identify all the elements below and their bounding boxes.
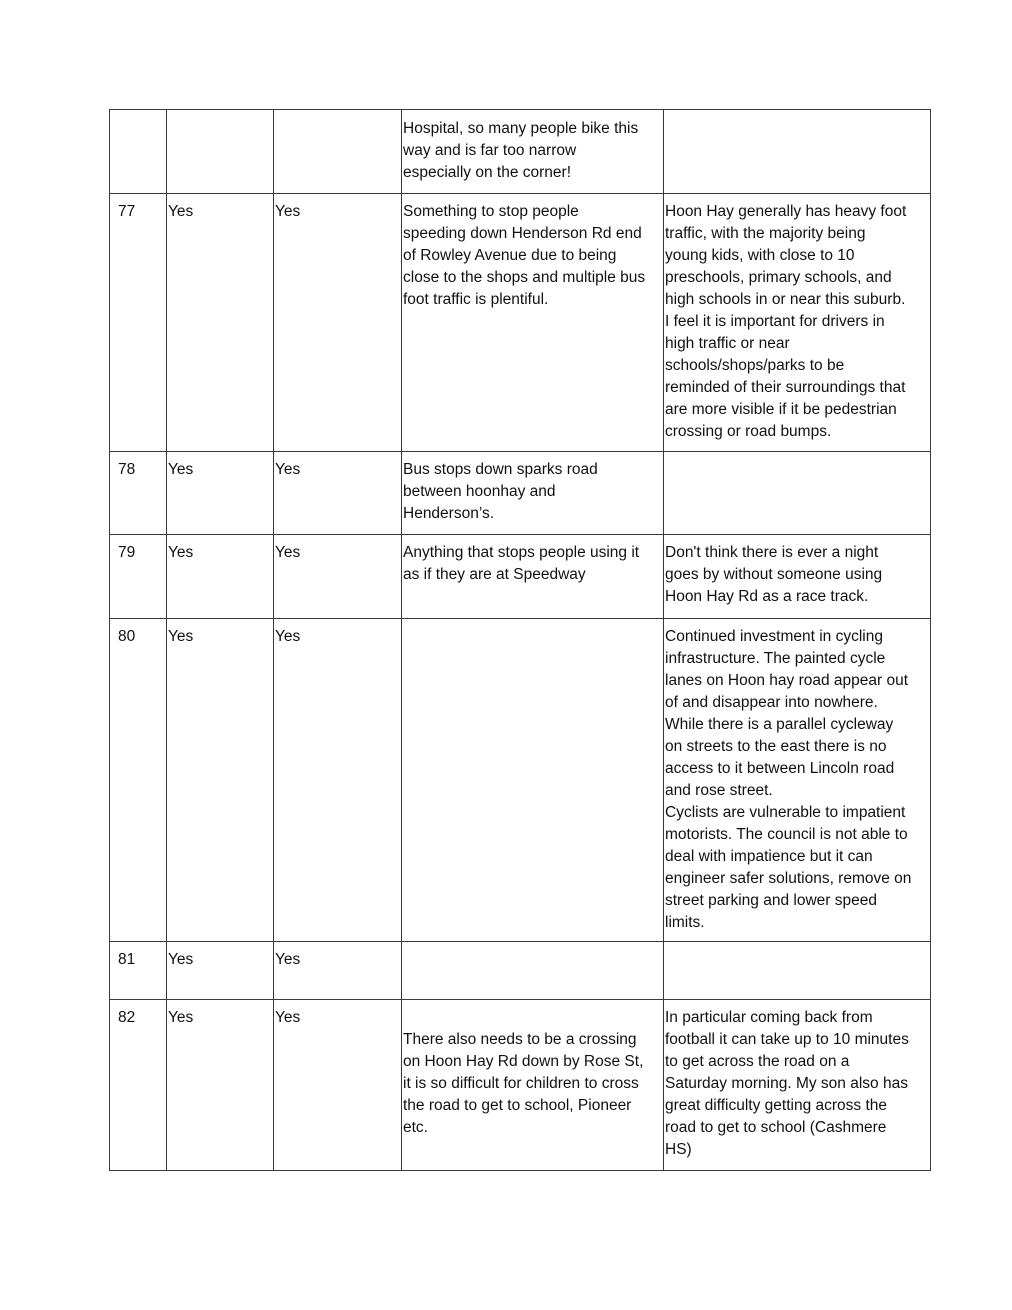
comment-cell: [664, 452, 931, 535]
table-row: [110, 452, 931, 535]
suggestion-cell: Anything that stops people using it as if they are at Speedway: [402, 535, 664, 619]
responses-table: [109, 109, 931, 1171]
suggestion-cell: [402, 942, 664, 1000]
table-row: [110, 110, 931, 194]
suggestion-text: There also needs to be a crossing on Hoon Hay Rd down by Rose St, it is so difficult for children to cross the road to get to school, Pioneer etc.: [403, 1031, 644, 1136]
table-row: [110, 194, 931, 452]
comment-cell: Don't think there is ever a night goes by without someone using Hoon Hay Rd as a race track.: [664, 535, 931, 619]
table-row: [110, 619, 931, 942]
suggestion-cell: [402, 619, 664, 942]
answer-b-cell: Yes: [274, 535, 402, 619]
answer-a-cell: [167, 110, 274, 194]
answer-b-cell: Yes: [274, 194, 402, 452]
answer-b-cell: Yes: [274, 452, 402, 535]
answer-a-cell: Yes: [167, 942, 274, 1000]
comment-cell: [664, 942, 931, 1000]
row-id-cell: 80: [110, 619, 167, 942]
answer-a-cell: Yes: [167, 619, 274, 942]
answer-a-cell: Yes: [167, 1000, 274, 1171]
comment-cell: In particular coming back from football it can take up to 10 minutes to get across the road on a Saturday morning. My son also has great difficulty getting across the road to get to school (Cashmere HS): [664, 1000, 931, 1171]
suggestion-cell: Something to stop people speeding down Henderson Rd end of Rowley Avenue due to being close to the shops and multiple bus foot traffic is plentiful.: [402, 194, 664, 452]
answer-a-cell: Yes: [167, 452, 274, 535]
table-row: [110, 535, 931, 619]
row-id-cell: 79: [110, 535, 167, 619]
comment-cell: Continued investment in cycling infrastructure. The painted cycle lanes on Hoon hay road appear out of and disappear into nowhere. While there is a parallel cycleway on streets to the east there is no access to it between Lincoln road and rose street. Cyclists are vulnerable to impatient motorists. The council is not able to deal with impatience but it can engineer safer solutions, remove on street parking and lower speed limits.: [664, 619, 931, 942]
row-id-cell: 82: [110, 1000, 167, 1171]
answer-b-cell: Yes: [274, 1000, 402, 1171]
answer-a-cell: Yes: [167, 535, 274, 619]
row-id-cell: 77: [110, 194, 167, 452]
row-id-cell: [110, 110, 167, 194]
answer-b-cell: Yes: [274, 942, 402, 1000]
suggestion-cell: [402, 1000, 664, 1171]
suggestion-cell: Bus stops down sparks road between hoonhay and Henderson’s.: [402, 452, 664, 535]
comment-cell: [664, 110, 931, 194]
comment-cell: Hoon Hay generally has heavy foot traffic, with the majority being young kids, with close to 10 preschools, primary schools, and high schools in or near this suburb. I feel it is important for drivers in high traffic or near schools/shops/parks to be reminded of their surroundings that are more visible if it be pedestrian crossing or road bumps.: [664, 194, 931, 452]
row-id-cell: 81: [110, 942, 167, 1000]
suggestion-cell: Hospital, so many people bike this way and is far too narrow especially on the corner!: [402, 110, 664, 194]
answer-b-cell: Yes: [274, 619, 402, 942]
row-id-cell: 78: [110, 452, 167, 535]
table-row: [110, 1000, 931, 1171]
table-row: [110, 942, 931, 1000]
answer-b-cell: [274, 110, 402, 194]
answer-a-cell: Yes: [167, 194, 274, 452]
